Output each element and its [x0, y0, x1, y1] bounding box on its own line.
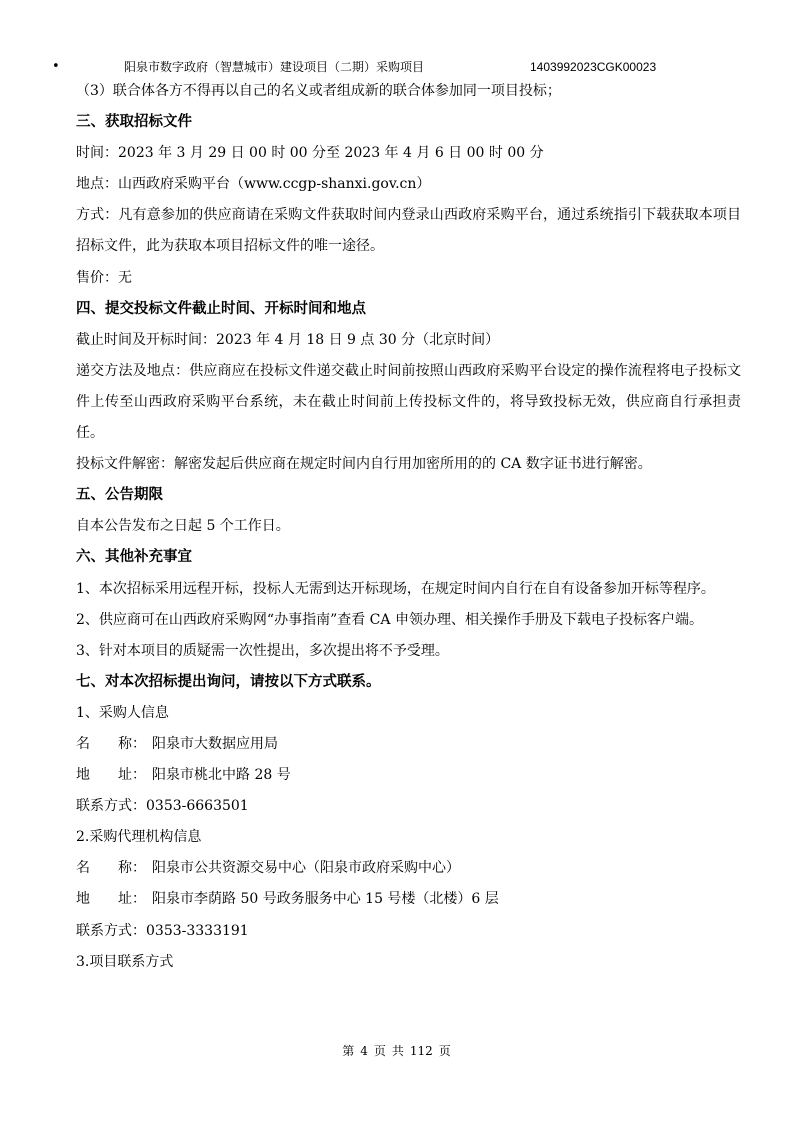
obtain-location: 地点：山西政府采购平台（www.ccgp-shanxi.gov.cn） — [76, 176, 431, 193]
consortium-clause-3: （3）联合体各方不得再以自己的名义或者组成新的联合体参加同一项目投标； — [76, 83, 561, 99]
agency-address-value: 阳泉市李荫路 50 号政务服务中心 15 号楼（北楼）6 层 — [152, 891, 499, 908]
section-4-heading: 四、提交投标文件截止时间、开标时间和地点 — [76, 300, 366, 317]
section-6-heading: 六、其他补充事宜 — [76, 549, 192, 566]
notice-period: 自本公告发布之日起 5 个工作日。 — [76, 518, 290, 535]
deadline-time: 截止时间及开标时间：2023 年 4 月 18 日 9 点 30 分（北京时间） — [76, 331, 500, 348]
footer-di: 第 — [342, 1044, 355, 1058]
purchaser-address-label: 地 址： — [76, 767, 146, 784]
section-3-heading: 三、获取招标文件 — [76, 114, 192, 131]
footer-ye: 页 — [373, 1044, 386, 1058]
purchaser-address-value: 阳泉市桃北中路 28 号 — [152, 767, 291, 784]
project-contact-title: 3.项目联系方式 — [76, 953, 174, 970]
footer-page-number: 4 — [360, 1044, 368, 1058]
footer-gong: 共 — [391, 1044, 404, 1058]
agency-address-label: 地 址： — [76, 891, 146, 908]
purchaser-contact: 联系方式：0353-6663501 — [76, 798, 249, 815]
agency-info-title: 2.采购代理机构信息 — [76, 829, 202, 846]
purchaser-name — [76, 729, 741, 760]
header-bullet: • — [52, 59, 60, 74]
purchaser-name-value: 阳泉市大数据应用局 — [152, 735, 278, 752]
header-project-code: 1403992023CGK00023 — [530, 60, 657, 74]
agency-address — [76, 884, 741, 915]
agency-name-label: 名 称： — [76, 860, 146, 877]
purchaser-address — [76, 760, 741, 791]
submission-method: 递交方法及地点：供应商应在投标文件递交截止时间前按照山西政府采购平台设定的操作流程将电子投标文件上传至山西政府采购平台系统，未在截止时间前上传投标文件的，将导致投标无效，供应商自行承担责任。 — [76, 362, 741, 442]
section-7-heading: 七、对本次招标提出询问，请按以下方式联系。 — [76, 673, 381, 690]
agency-name-value: 阳泉市公共资源交易中心（阳泉市政府采购中心） — [152, 860, 460, 877]
supplement-item-1: 1、本次招标采用远程开标，投标人无需到达开标现场，在规定时间内自行在自有设备参加开标等程序。 — [76, 580, 715, 597]
obtain-time: 时间：2023 年 3 月 29 日 00 时 00 分至 2023 年 4 月 6 日 00 时 00 分 — [76, 145, 544, 162]
bid-decryption: 投标文件解密：解密发起后供应商在规定时间内自行用加密所用的的 CA 数字证书进行解密。 — [76, 456, 652, 473]
header-project-name: 阳泉市数字政府（智慧城市）建设项目（二期）采购项目 — [124, 60, 425, 74]
document-body — [76, 76, 741, 978]
page-header — [0, 58, 793, 76]
obtain-method: 方式：凡有意参加的供应商请在采购文件获取时间内登录山西政府采购平台，通过系统指引下载获取本项目招标文件，此为获取本项目招标文件的唯一途径。 — [76, 207, 741, 255]
agency-name — [76, 853, 741, 884]
supplement-item-2: 2、供应商可在山西政府采购网“办事指南”查看 CA 申领办理、相关操作手册及下载电子投标客户端。 — [76, 611, 703, 628]
supplement-item-3: 3、针对本项目的质疑需一次性提出，多次提出将不予受理。 — [76, 642, 449, 659]
page-footer — [0, 1042, 793, 1060]
purchaser-info-title: 1、采购人信息 — [76, 704, 169, 721]
footer-ye-2: 页 — [438, 1044, 451, 1058]
section-5-heading: 五、公告期限 — [76, 487, 163, 504]
obtain-price: 售价：无 — [76, 269, 132, 286]
agency-contact: 联系方式：0353-3333191 — [76, 922, 249, 939]
footer-total-pages: 112 — [409, 1044, 433, 1058]
purchaser-name-label: 名 称： — [76, 735, 146, 752]
